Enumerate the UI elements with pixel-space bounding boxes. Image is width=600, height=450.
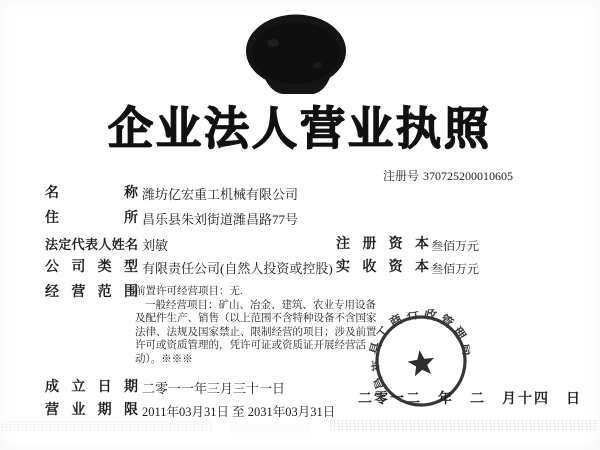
field-value-paid-in-capital: 叁佰万元 — [431, 262, 480, 276]
field-label-business-term: 营业期限 — [45, 403, 138, 418]
field-label-business-scope: 经营范围 — [45, 285, 138, 300]
issue-date: 二零一二 年 二 月十四 日 — [358, 392, 582, 407]
star-icon — [406, 348, 436, 377]
national-emblem-icon — [243, 13, 351, 97]
field-value-legal-rep: 刘敏 — [142, 238, 169, 253]
field-label-name: 名称 — [45, 186, 138, 201]
field-label-legal-rep: 法定代表人姓名 — [45, 237, 138, 252]
registration-number-value: 370725200010605 — [423, 169, 514, 183]
field-label-registered-capital: 注册资本 — [336, 237, 429, 252]
field-label-establish-date: 成立日期 — [45, 380, 138, 395]
scan-noise-band — [230, 424, 310, 434]
scan-noise-band — [330, 420, 598, 430]
seal-text: 昌乐县工商行政管理局 — [366, 306, 476, 392]
field-label-address: 住所 — [45, 211, 138, 226]
field-value-company-type: 有限责任公司(自然人投资或控股) — [142, 261, 333, 276]
business-scope-licensed: 前置许可经营项目：无. — [135, 286, 243, 297]
field-value-business-term: 2011年03月31日 至 2031年03月31日 — [142, 405, 336, 419]
field-value-business-scope — [135, 285, 378, 366]
business-scope-general: 一般经营项目：矿山、冶金、建筑、农业专用设备及配件生产、销售（以上范围不含特种设备不含国家法律、法规及国家禁止、限制经营的项目；涉及前置许可或资质管理的，凭许可证或资质证开展经营活动）。※※※ — [135, 299, 377, 365]
field-value-name: 潍坊亿宏重工机械有限公司 — [142, 187, 299, 202]
field-label-company-type: 公司类型 — [45, 260, 138, 275]
document-title: 企业法人营业执照 — [107, 103, 492, 154]
field-value-address: 昌乐县朱刘街道潍昌路77号 — [142, 212, 299, 227]
field-value-establish-date: 二零一一年三月三十一日 — [142, 381, 286, 396]
registration-number-label: 注册号 — [383, 169, 420, 183]
field-label-paid-in-capital: 实收资本 — [336, 260, 429, 275]
scan-noise-band — [2, 421, 212, 431]
field-value-registered-capital: 叁佰万元 — [431, 239, 480, 253]
registration-number — [383, 167, 513, 184]
